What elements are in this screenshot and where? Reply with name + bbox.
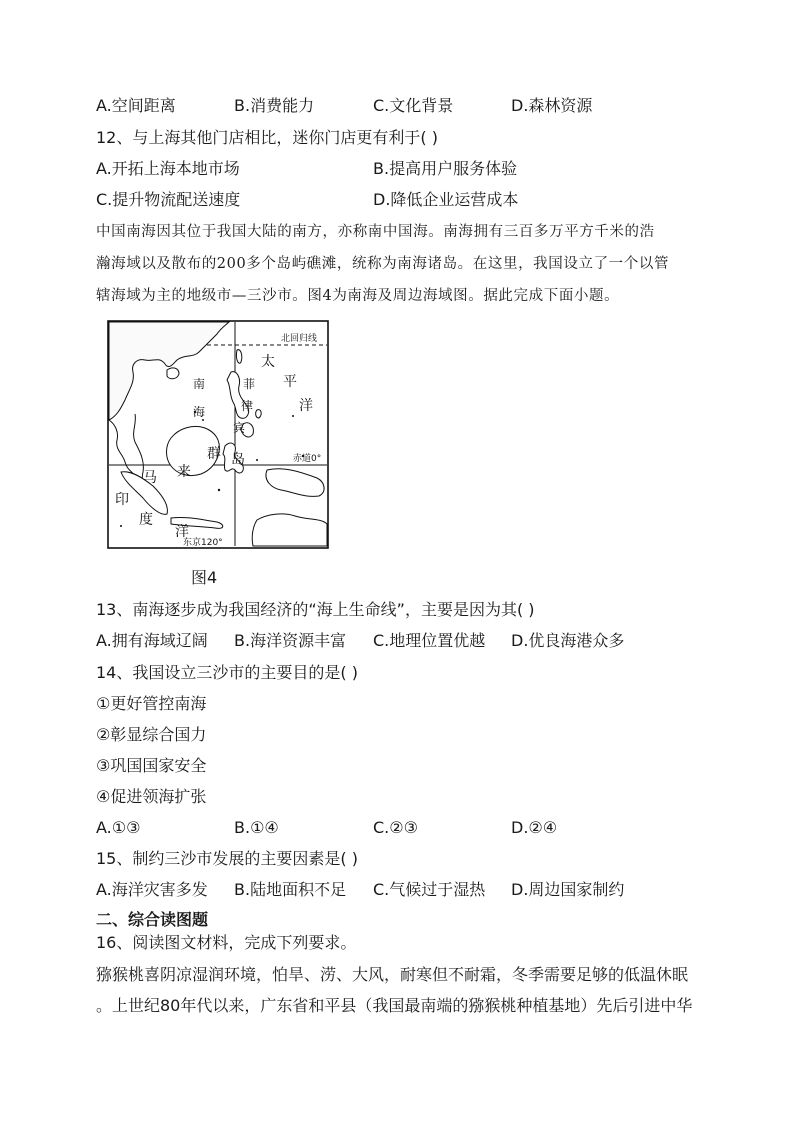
q11-option-a: A.空间距离 [96,96,176,115]
meridian-label: 东京120° [183,538,223,548]
q13-option-a: A.拥有海域辽阔 [96,631,208,650]
q14-item-3: ③巩国国家安全 [96,756,207,775]
q14-option-b: B.①④ [234,818,279,837]
q15-option-a: A.海洋灾害多发 [96,880,208,899]
q12-option-a: A.开拓上海本地市场 [96,159,240,178]
q13-stem: 13、南海逐步成为我国经济的“海上生命线”，主要是因为其( ) [96,600,535,619]
q14-option-d: D.②④ [511,818,558,837]
passage-line-2: 瀚海域以及散布的200多个岛屿礁滩，统称为南海诸岛。在这里，我国设立了一个以管 [96,256,670,272]
q11-option-b: B.消费能力 [234,96,315,115]
figure-caption: 图4 [191,568,218,587]
map-label-lv: 律 [241,399,254,413]
south-china-sea-map [107,320,332,552]
map-label-hai: 海 [193,405,206,419]
taiwan-island [236,350,241,364]
tropic-label: 北回归线 [281,334,318,344]
q11-option-c: C.文化背景 [373,96,454,115]
q13-option-d: D.优良海港众多 [511,631,625,650]
map-label-dao: 岛 [231,452,245,468]
passage-line-3: 辖海域为主的地级市—三沙市。图4为南海及周边海域图。据此完成下面小题。 [96,288,620,304]
q12-option-c: C.提升物流配送速度 [96,190,241,209]
q14-option-a: A.①③ [96,818,141,837]
q16-paragraph-line-1: 猕猴桃喜阴凉湿润环境，怕旱、涝、大风，耐寒但不耐霜，冬季需要足够的低温休眠 [96,965,689,984]
q15-option-d: D.周边国家制约 [511,880,625,899]
q12-option-b: B.提高用户服务体验 [373,159,518,178]
q11-option-d: D.森林资源 [511,96,593,115]
q13-option-b: B.海洋资源丰富 [234,631,347,650]
map-label-qun: 群 [207,446,221,462]
map-label-du: 度 [139,512,153,528]
q14-item-2: ②彰显综合国力 [96,725,207,744]
q16-stem: 16、阅读图文材料，完成下列要求。 [96,933,357,952]
map-label-yang-pacific: 洋 [299,398,313,414]
q16-paragraph-line-2: 。上世纪80年代以来，广东省和平县（我国最南端的猕猴桃种植基地）先后引进中华 [96,996,693,1015]
map-label-nan: 南 [193,377,206,391]
equator-label: 赤道0° [293,454,322,464]
q14-item-1: ①更好管控南海 [96,694,207,713]
q15-option-c: C.气候过于湿热 [373,880,486,899]
map-label-lai: 来 [177,464,191,480]
map-label-fei: 菲 [243,377,256,391]
map-label-ping: 平 [283,374,297,390]
q15-option-b: B.陆地面积不足 [234,880,347,899]
map-label-bin: 宾 [233,421,246,435]
q14-item-4: ④促进领海扩张 [96,787,207,806]
map-label-yin: 印 [115,492,129,508]
q14-stem: 14、我国设立三沙市的主要目的是( ) [96,663,358,682]
q14-option-c: C.②③ [373,818,418,837]
map-label-tai: 太 [261,354,275,370]
q13-option-c: C.地理位置优越 [373,631,486,650]
passage-line-1: 中国南海因其位于我国大陆的南方，亦称南中国海。南海拥有三百多万平方千米的浩 [96,224,655,240]
map-label-ma: 马 [143,470,157,486]
map-label-yang-indian: 洋 [175,524,189,540]
section-title: 二、综合读图题 [96,910,209,929]
q15-stem: 15、制约三沙市发展的主要因素是( ) [96,849,358,868]
hainan-island [167,368,179,379]
q12-option-d: D.降低企业运营成本 [373,190,519,209]
q12-stem: 12、与上海其他门店相比，迷你门店更有利于( ) [96,128,438,147]
